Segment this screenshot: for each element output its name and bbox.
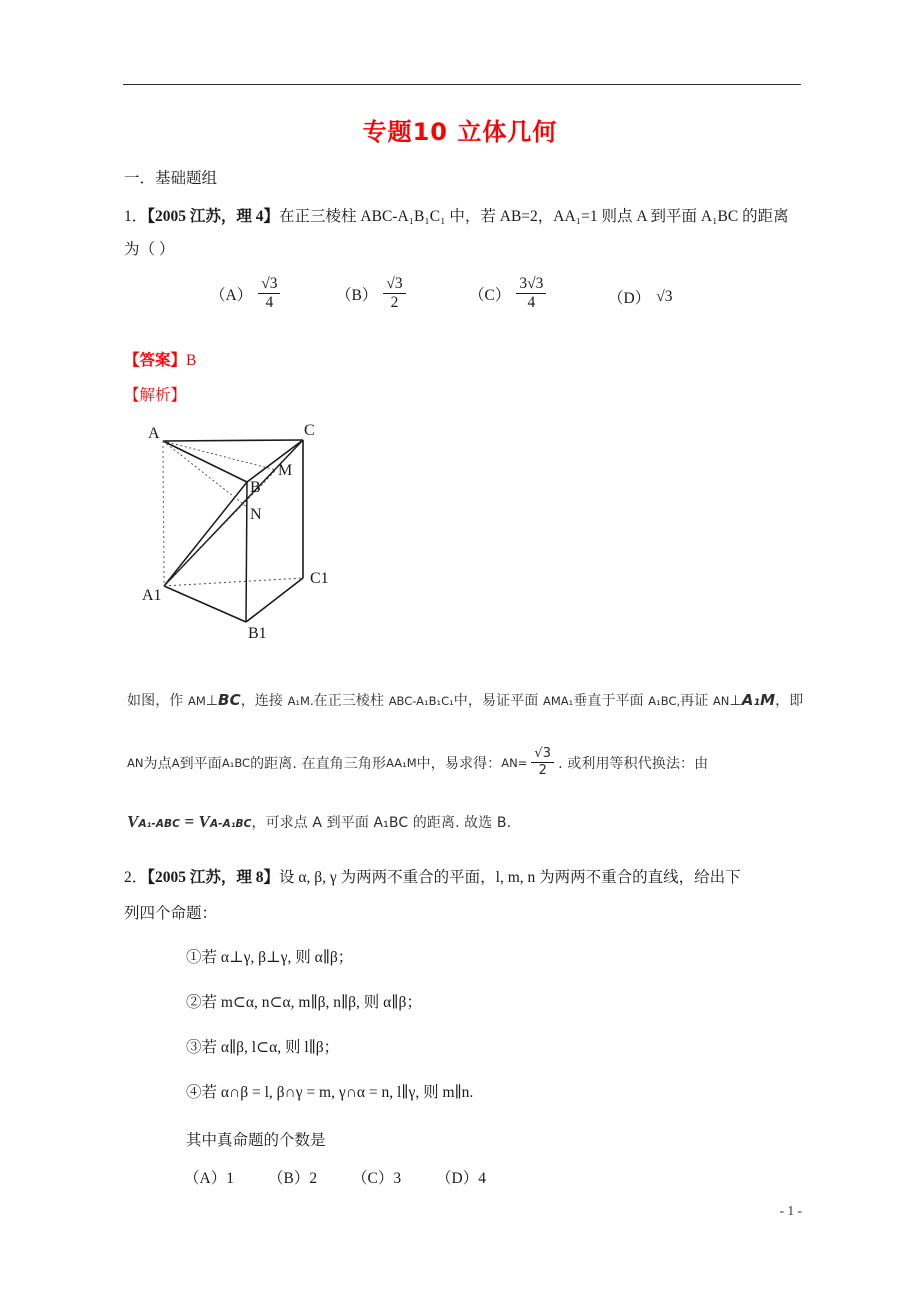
choice-d[interactable] [608,286,672,308]
sol2-t2: 到平面 [179,756,222,773]
choice-c-fraction [516,276,546,312]
question2-choices [184,1166,604,1188]
q2-choice-c[interactable]: （C）3 [352,1170,402,1187]
question1-choices [124,272,814,330]
sol1-ama1: AMA₁ [542,694,574,708]
solution-line-1 [127,690,817,710]
prism-svg [130,415,410,645]
answer-label: 【答案】 [124,352,187,369]
edge-BB1 [246,482,247,622]
proposition-1: ①若 α⊥γ, β⊥γ, 则 α∥β； [186,949,354,966]
answer-value: B [186,352,197,369]
sol1-an: AN [712,694,730,708]
analysis-label: 【解析】 [124,387,187,404]
edge-AA1 [163,441,164,586]
solution-line-2 [127,748,817,778]
edge-BC [247,440,303,482]
proposition-3: ③若 α∥β, l⊂α, 则 l∥β； [186,1039,340,1056]
sol1-a1m: A₁M. [287,694,314,708]
sol1-prism: ABC-A₁B₁C₁ [388,694,454,708]
choice-d-value: √3 [656,288,673,305]
choice-a-fraction [258,276,280,312]
sol3-equals: = [179,812,199,831]
choice-a-numerator: √3 [258,276,280,294]
edge-AC [163,440,303,441]
sol1-t5: 垂直于平面 [573,693,649,709]
choice-a-tag: （A） [210,286,253,304]
sol2-an: AN [127,756,144,771]
solution-line-3 [127,812,817,832]
question1-number: 1． [124,208,148,225]
sol2-ane: AN= [501,756,528,771]
sol1-perp2: ⊥ [729,693,742,709]
choice-c[interactable] [469,276,546,312]
edge-A1B1 [164,586,246,622]
q2-choice-a[interactable]: （A）1 [184,1170,234,1187]
choice-c-numerator: 3√3 [516,276,546,294]
sol3-v2-subscript: A-A₁BC [209,818,252,830]
question2-stem-text: 设 α, β, γ 为两两不重合的平面，l, m, n 为两两不重合的直线，给出下 [279,869,741,886]
question1-stem-cont: 为（ ） [124,241,175,258]
sol2-a1bc: A₁BC [221,756,251,771]
edge-B1C1 [246,578,303,622]
vertex-label-B1: B1 [248,625,267,642]
question2-source: 【2005 江苏，理 8】 [147,869,280,886]
question2-stem [124,865,814,887]
header-rule [123,84,801,85]
segment-AM [163,441,276,470]
question2-number: 2． [124,869,148,886]
sol2-numerator: √3 [531,747,554,763]
figure-triangular-prism [130,415,410,645]
proposition-4: ④若 α∩β = l, β∩γ = m, γ∩α = n, l∥γ, 则 m∥n. [186,1084,474,1101]
edge-A1C1-hidden [164,578,303,586]
question2-ask: 其中真命题的个数是 [186,1132,326,1149]
sol2-t4: 中，易求得： [416,756,502,773]
sol3-v1: V [127,812,139,831]
sol1-a1m2: A₁M [741,691,776,709]
q2-choice-b[interactable]: （B）2 [268,1170,318,1187]
choice-b[interactable] [336,276,406,312]
edge-AB [163,441,247,482]
question1-source: 【2005 江苏，理 4】 [147,208,280,225]
sol2-A: A [171,756,180,771]
section-heading: 一．基础题组 [124,170,218,187]
segment-AN [163,441,247,507]
sol1-t4: 中，易证平面 [453,693,543,709]
sol1-t7: ，即 [775,693,804,709]
sol2-denominator: 2 [538,762,547,778]
choice-d-tag: （D） [608,290,651,307]
vertex-label-C1: C1 [310,570,329,587]
choice-a-denominator: 4 [265,294,274,312]
choice-c-denominator: 4 [527,294,536,312]
vertex-label-A1: A1 [142,587,162,604]
choice-b-denominator: 2 [390,294,399,312]
vertex-label-M: M [278,462,293,479]
sol2-t3: 的距离. 在直角三角形 [250,756,387,773]
proposition-2: ②若 m⊂α, n⊂α, m∥β, n∥β, 则 α∥β； [186,994,422,1011]
sol1-t1: 如图，作 [127,693,188,709]
choice-a[interactable] [210,276,280,312]
sol1-t2: ，连接 [240,693,288,709]
vertex-label-B: B [250,479,261,496]
answer-line [124,348,196,370]
question1-stem-text: 在正三棱柱 ABC-A₁B₁C₁ 中，若 AB=2，AA₁=1 则点 A 到平面 A₁BC 的距离 [279,208,789,225]
page-title: 专题10 立体几何 [362,118,558,146]
page-number: - 1 - [779,1203,802,1218]
sol3-v2: V [198,812,210,831]
sol3-tail: ，可求点 A 到平面 A₁BC 的距离. 故选 B. [251,815,512,831]
choice-b-numerator: √3 [383,276,405,294]
vertex-label-A: A [148,425,160,442]
question1-stem [124,202,804,232]
sol1-t3: 在正三棱柱 [313,693,389,709]
sol1-perp: ⊥ [205,693,219,709]
sol2-aa1m: AA₁M [386,756,417,771]
sol2-t5: . 或利用等积代换法：由 [558,756,709,773]
question2-stem-cont: 列四个命题： [124,905,218,922]
q2-choice-d[interactable]: （D）4 [436,1170,486,1187]
choice-c-tag: （C） [469,286,511,304]
sol1-a1bc: A₁BC, [648,694,681,708]
sol2-t1: 为点 [143,756,172,773]
vertex-label-C: C [304,422,315,439]
sol1-t6: 再证 [680,693,713,709]
vertex-label-N: N [250,506,262,523]
sol1-bc: BC [218,691,241,709]
choice-b-tag: （B） [336,286,378,304]
sol1-am: AM [187,694,206,708]
sol2-fraction [531,747,554,777]
sol3-v1-subscript: A₁-ABC [138,818,180,830]
choice-b-fraction [383,276,405,312]
